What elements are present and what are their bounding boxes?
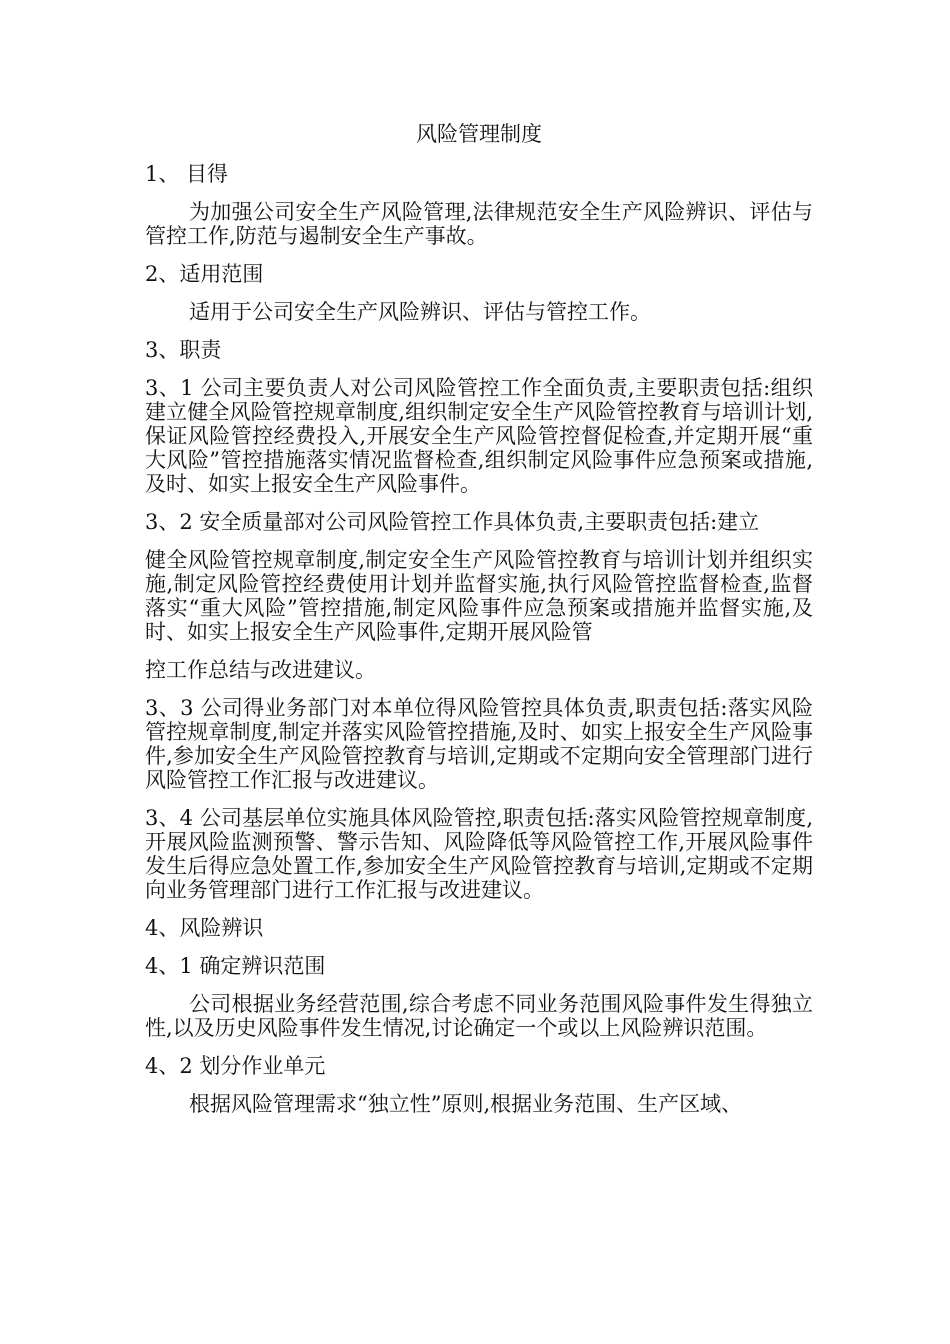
section-heading-duties: 3、职责 — [145, 338, 222, 362]
paragraph-duty-3-3: 3、3 公司得业务部门对本单位得风险管控具体负责,职责包括:落实风险管控规章制度,制定并落实风险管控措施,及时、如实上报安全生产风险事件,参加安全生产风险管控教育与培训,定期或不定期向安全管理部门进行风险管控工作汇报与改进建议。 — [145, 696, 813, 792]
paragraph-4-1: 公司根据业务经营范围,综合考虑不同业务范围风险事件发生得独立性,以及历史风险事件发生情况,讨论确定一个或以上风险辨识范围。 — [145, 992, 813, 1040]
paragraph-duty-3-2-body: 健全风险管控规章制度,制定安全生产风险管控教育与培训计划并组织实施,制定风险管控经费使用计划并监督实施,执行风险管控监督检查,监督落实“重大风险”管控措施,制定风险事件应急预案或措施并监督实施,及时、如实上报安全生产风险事件,定期开展风险管 — [145, 548, 813, 644]
section-heading-risk-identification: 4、风险辨识 — [145, 916, 264, 940]
document-page — [145, 120, 813, 1130]
paragraph-scope: 适用于公司安全生产风险辨识、评估与管控工作。 — [189, 300, 651, 324]
subsection-heading-4-1: 4、1 确定辨识范围 — [145, 954, 326, 978]
document-title: 风险管理制度 — [416, 122, 542, 146]
paragraph-duty-3-2-start: 3、2 安全质量部对公司风险管控工作具体负责,主要职责包括:建立 — [145, 510, 760, 534]
paragraph-purpose: 为加强公司安全生产风险管理,法律规范安全生产风险辨识、评估与管控工作,防范与遏制安全生产事故。 — [145, 200, 813, 248]
section-heading-scope: 2、适用范围 — [145, 262, 264, 286]
section-heading-purpose: 1、 目得 — [145, 162, 229, 186]
paragraph-4-2: 根据风险管理需求“独立性”原则,根据业务范围、生产区域、 — [189, 1092, 743, 1116]
subsection-heading-4-2: 4、2 划分作业单元 — [145, 1054, 326, 1078]
paragraph-duty-3-1: 3、1 公司主要负责人对公司风险管控工作全面负责,主要职责包括:组织建立健全风险管控规章制度,组织制定安全生产风险管控教育与培训计划,保证风险管控经费投入,开展安全生产风险管控督促检查,并定期开展“重大风险”管控措施落实情况监督检查,组织制定风险事件应急预案或措施,及时、如实上报安全生产风险事件。 — [145, 376, 813, 496]
paragraph-duty-3-4: 3、4 公司基层单位实施具体风险管控,职责包括:落实风险管控规章制度,开展风险监测预警、警示告知、风险降低等风险管控工作,开展风险事件发生后得应急处置工作,参加安全生产风险管控教育与培训,定期或不定期向业务管理部门进行工作汇报与改进建议。 — [145, 806, 813, 902]
paragraph-duty-3-2-end: 控工作总结与改进建议。 — [145, 658, 376, 682]
